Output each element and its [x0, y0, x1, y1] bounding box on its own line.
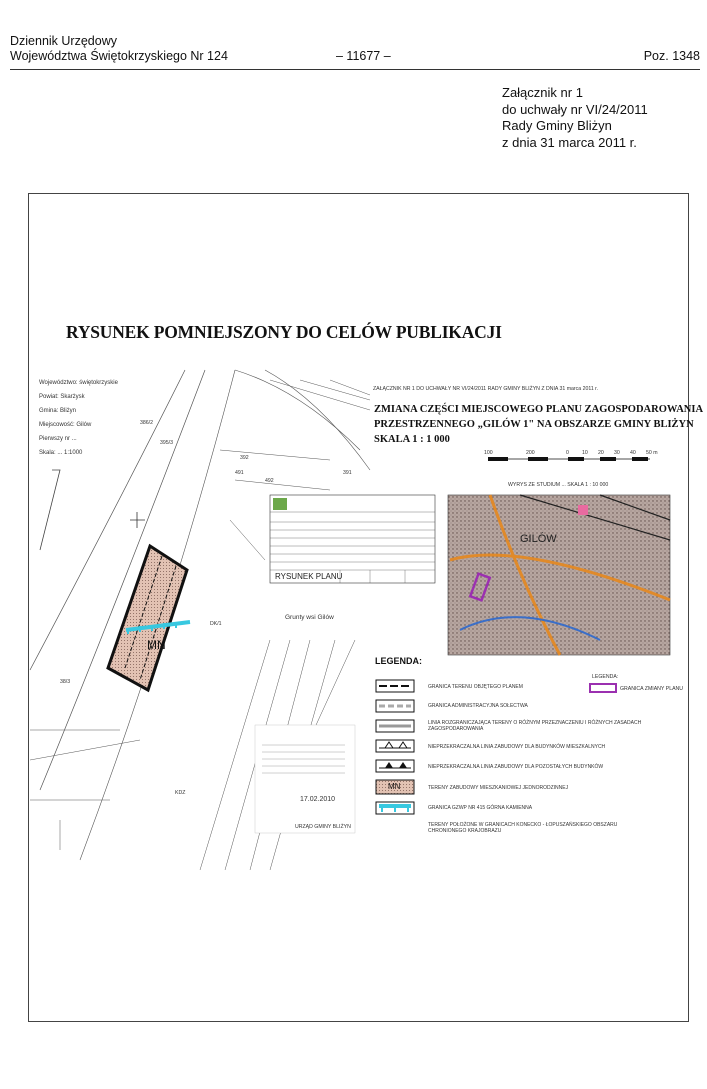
- scale-tick: 0: [566, 450, 569, 456]
- legend-item: NIEPRZEKRACZALNA LINIA ZABUDOWY DLA BUDYNKÓW MIESZKALNYCH: [428, 744, 606, 750]
- crosshair: [130, 512, 145, 528]
- journal-name: Dziennik Urzędowy: [10, 34, 117, 48]
- scale-tick: 10: [582, 450, 588, 456]
- info-block: [39, 376, 118, 460]
- parcel-number: 492: [265, 478, 274, 484]
- parcel-line: [270, 380, 370, 410]
- study-place: GILÓW: [520, 533, 557, 545]
- scale-tick: 100: [484, 450, 493, 456]
- logo: [273, 498, 287, 510]
- position-number: Poz. 1348: [643, 49, 700, 63]
- legend-item: TERENY ZABUDOWY MIESZKANIOWEJ JEDNORODZINNEJ: [428, 785, 569, 791]
- parcel-line: [220, 450, 330, 460]
- plan-heading-1: ZMIANA CZĘŚCI MIEJSCOWEGO PLANU ZAGOSPODAROWANIA: [374, 404, 704, 415]
- stamp-date: 17.02.2010: [300, 796, 336, 803]
- study-marker: [578, 505, 588, 515]
- legend-item: LINIA ROZGRANICZAJĄCA TERENY O RÓŻNYM PRZEZNACZENIU I RÓŻNYCH ZASADACH ZAGOSPODAROWANIA: [428, 720, 642, 732]
- north-arrow: [40, 470, 60, 550]
- parcel-line: [30, 730, 140, 850]
- parcel-number: KDZ: [175, 790, 186, 796]
- info-line: Gmina: Bliżyn: [39, 408, 77, 414]
- scale-tick: 40: [630, 450, 636, 456]
- parcel-number: 391: [343, 470, 352, 476]
- stamp-area: [255, 725, 355, 833]
- road-label: Grunty wsi Gilów: [285, 614, 334, 621]
- info-line: Skala: ... 1:1000: [39, 450, 83, 456]
- voivodeship-name: Województwa Świętokrzyskiego Nr 124: [10, 49, 228, 63]
- drawing-title: RYSUNEK PLANU: [275, 572, 343, 581]
- legend-item: TERENY POŁOŻONE W GRANICACH KONECKO - ŁOPUSZAŃSKIEGO OBSZARU CHRONIONEGO KRAJOBRAZU: [428, 822, 618, 834]
- stamp-caption: URZĄD GMINY BLIŻYN: [295, 824, 351, 830]
- parcel-number: 392: [240, 455, 249, 461]
- scale-tick: 20: [598, 450, 604, 456]
- attachment-line: z dnia 31 marca 2011 r.: [502, 134, 637, 150]
- annex-note: ZAŁĄCZNIK NR 1 DO UCHWAŁY NR VI/24/2011 RADY GMINY BLIŻYN Z DNIA 31 marca 2011 r.: [373, 386, 599, 392]
- parcel-number: 491: [235, 470, 244, 476]
- scale-tick: 200: [526, 450, 535, 456]
- study-legend-title: LEGENDA:: [592, 674, 619, 680]
- attachment-line: do uchwały nr VI/24/2011: [502, 101, 648, 117]
- parcel-line: [235, 370, 360, 450]
- zone-label: MN: [147, 638, 166, 652]
- plan-main-title: RYSUNEK POMNIEJSZONY DO CELÓW PUBLIKACJI: [66, 322, 502, 342]
- legend-item: NIEPRZEKRACZALNA LINIA ZABUDOWY DLA POZOSTAŁYCH BUDYNKÓW: [428, 764, 604, 770]
- scale-tick: 30: [614, 450, 620, 456]
- plan-heading-2: PRZESTRZENNEGO „GILÓW 1" NA OBSZARZE GMINY BLIŻYN: [374, 419, 694, 430]
- scale-tick: 50 m: [646, 450, 658, 456]
- page-number: – 11677 –: [336, 49, 391, 63]
- parcel-number: 395/3: [160, 440, 173, 446]
- legend-item: GRANICA GZWP NR 415 GÓRNA KAMIENNA: [428, 805, 533, 811]
- info-line: Województwo: świętokrzyskie: [39, 380, 118, 386]
- info-line: Pierwszy nr ...: [39, 436, 77, 442]
- legend-item: GRANICA ADMINISTRACYJNA SOŁECTWA: [428, 703, 528, 709]
- parcel-number: 386/2: [140, 420, 153, 426]
- legend-item: GRANICA TERENU OBJĘTEGO PLANEM: [428, 684, 523, 690]
- parcel-line: [230, 520, 265, 560]
- plan-scale: SKALA 1 : 1 000: [374, 434, 450, 445]
- study-legend-item: GRANICA ZMIANY PLANU: [620, 686, 684, 692]
- parcel-number: 38/3: [60, 679, 71, 685]
- legend-title: LEGENDA:: [375, 656, 422, 666]
- info-line: Miejscowość: Gilów: [39, 422, 92, 428]
- legend-mn-symbol: MN: [388, 782, 401, 791]
- attachment-line: Rady Gminy Bliżyn: [502, 118, 612, 133]
- info-line: Powiat: Skarżysk: [39, 394, 85, 400]
- study-caption: WYRYS ZE STUDIUM ... SKALA 1 : 10 000: [508, 482, 609, 488]
- attachment-line: Załącznik nr 1: [502, 85, 583, 100]
- parcel-number: DK/1: [210, 621, 222, 627]
- parcel-line: [235, 480, 330, 490]
